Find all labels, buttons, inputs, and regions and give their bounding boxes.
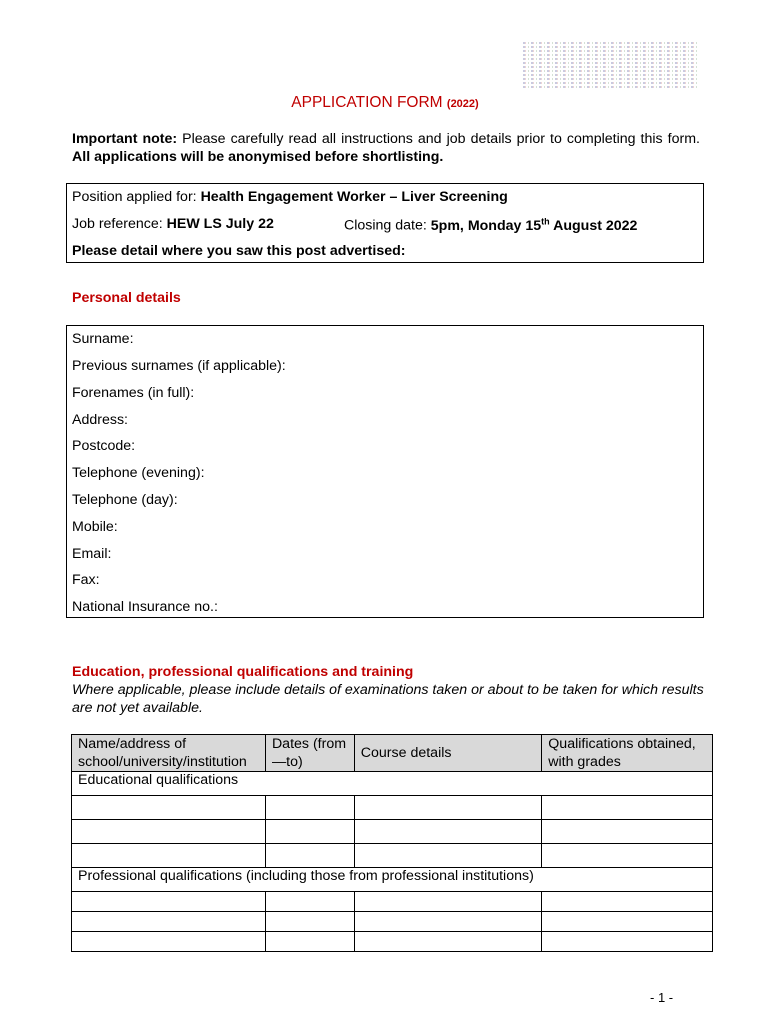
field-postcode[interactable]: Postcode:	[72, 438, 136, 454]
section-educational-qualifications: Educational qualifications	[72, 772, 713, 796]
field-national-insurance[interactable]: National Insurance no.:	[72, 599, 218, 615]
col-header-dates: Dates (from—to)	[265, 735, 354, 772]
table-row[interactable]	[72, 796, 713, 820]
note-text: Please carefully read all instructions and job details prior to completing this form.	[177, 131, 700, 147]
page-number: - 1 -	[650, 990, 674, 1005]
position-box	[66, 183, 704, 263]
table-cell[interactable]	[72, 796, 266, 820]
field-surname[interactable]: Surname:	[72, 331, 134, 347]
field-previous-surnames[interactable]: Previous surnames (if applicable):	[72, 358, 286, 374]
education-heading: Education, professional qualifications and training	[72, 664, 414, 680]
table-cell[interactable]	[542, 844, 713, 868]
position-applied-line	[72, 189, 508, 205]
col-header-qualifications: Qualifications obtained, with grades	[542, 735, 713, 772]
table-cell[interactable]	[354, 912, 541, 932]
table-cell[interactable]	[265, 820, 354, 844]
personal-details-heading: Personal details	[72, 290, 181, 306]
table-cell[interactable]	[72, 844, 266, 868]
table-header-row	[72, 735, 713, 772]
table-row[interactable]	[72, 844, 713, 868]
table-section-row	[72, 772, 713, 796]
field-mobile[interactable]: Mobile:	[72, 519, 118, 535]
closing-date-label: Closing date:	[344, 217, 431, 234]
field-forenames[interactable]: Forenames (in full):	[72, 385, 195, 401]
position-value: Health Engagement Worker – Liver Screening	[200, 189, 508, 205]
education-subtext: Where applicable, please include details of examinations taken or about to be taken for which results are not yet available.	[72, 682, 704, 716]
field-address[interactable]: Address:	[72, 412, 128, 428]
advertised-line	[72, 243, 406, 259]
field-fax[interactable]: Fax:	[72, 572, 100, 588]
closing-date-value: 5pm, Monday 15th August 2022	[430, 216, 638, 234]
table-row[interactable]	[72, 892, 713, 912]
table-cell[interactable]	[354, 892, 541, 912]
table-cell[interactable]	[354, 844, 541, 868]
advertised-label: Please detail where you saw this post advertised:	[72, 243, 406, 259]
table-cell[interactable]	[72, 820, 266, 844]
table-cell[interactable]	[72, 912, 266, 932]
table-cell[interactable]	[542, 820, 713, 844]
personal-details-box	[66, 325, 704, 618]
table-cell[interactable]	[265, 912, 354, 932]
table-cell[interactable]	[354, 932, 541, 952]
table-cell[interactable]	[354, 796, 541, 820]
table-cell[interactable]	[265, 796, 354, 820]
col-header-course: Course details	[354, 735, 541, 772]
position-label: Position applied for:	[72, 189, 201, 205]
table-section-row	[72, 868, 713, 892]
job-ref-value: HEW LS July 22	[166, 216, 274, 232]
section-professional-qualifications: Professional qualifications (including those from professional institutions)	[72, 868, 713, 892]
table-row[interactable]	[72, 932, 713, 952]
field-telephone-day[interactable]: Telephone (day):	[72, 492, 178, 508]
field-telephone-evening[interactable]: Telephone (evening):	[72, 465, 205, 481]
title-text: APPLICATION FORM	[291, 94, 443, 111]
job-ref-label: Job reference:	[72, 216, 167, 232]
note-label: Important note:	[72, 131, 178, 147]
table-cell[interactable]	[265, 892, 354, 912]
organisation-logo	[523, 42, 699, 90]
important-note	[72, 130, 700, 166]
table-row[interactable]	[72, 820, 713, 844]
table-cell[interactable]	[542, 932, 713, 952]
table-row[interactable]	[72, 912, 713, 932]
table-cell[interactable]	[265, 844, 354, 868]
note-bold: All applications will be anonymised before shortlisting.	[72, 149, 444, 165]
form-title	[0, 94, 770, 112]
field-email[interactable]: Email:	[72, 546, 112, 562]
closing-date-line	[344, 216, 637, 234]
job-reference-line	[72, 216, 274, 232]
table-cell[interactable]	[542, 912, 713, 932]
table-cell[interactable]	[542, 892, 713, 912]
table-cell[interactable]	[265, 932, 354, 952]
col-header-name-address: Name/address of school/university/institution	[72, 735, 266, 772]
table-cell[interactable]	[354, 820, 541, 844]
table-cell[interactable]	[72, 932, 266, 952]
education-table	[71, 734, 713, 952]
table-cell[interactable]	[72, 892, 266, 912]
table-cell[interactable]	[542, 796, 713, 820]
title-year: (2022)	[446, 98, 479, 110]
